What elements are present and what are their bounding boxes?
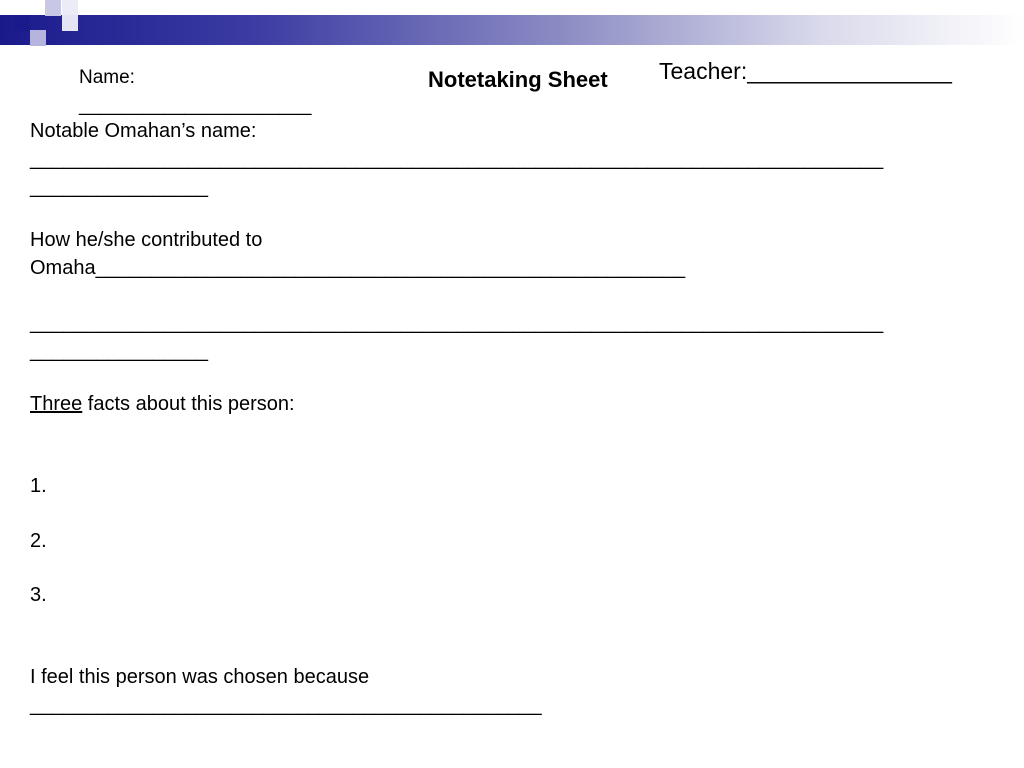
contributed-omaha-line: Omaha_____________________________________________________ [30,257,686,279]
facts-word: Three [30,393,83,415]
fact-item-1: 1. [30,475,47,497]
contributed-label: How he/she contributed to [30,229,263,251]
notable-blank-line: ________________ [30,176,208,198]
contributed-blank-line: ____________________________________________________________________________ [30,312,884,334]
page-title: Notetaking Sheet [428,67,608,92]
contributed-blank-line: ________________ [30,340,208,362]
decorative-square [14,15,30,31]
fact-item-2: 2. [30,530,47,552]
notable-label: Notable Omahan’s name: [30,120,257,142]
decorative-square [45,0,61,16]
name-blank: ______________________ [79,95,312,116]
decorative-square [62,0,78,16]
facts-heading [30,390,295,418]
name-label: Name: [79,67,135,88]
fact-item-3: 3. [30,584,47,606]
facts-rest: facts about this person: [82,393,295,415]
chosen-label: I feel this person was chosen because [30,666,370,688]
decorative-square [30,30,46,46]
decorative-square [62,15,78,31]
decorative-header-bar [0,15,1024,45]
notable-blank-line: ____________________________________________________________________________ [30,148,884,170]
teacher-label: Teacher:________________ [659,58,952,84]
chosen-blank-line: ______________________________________________ [30,694,542,716]
